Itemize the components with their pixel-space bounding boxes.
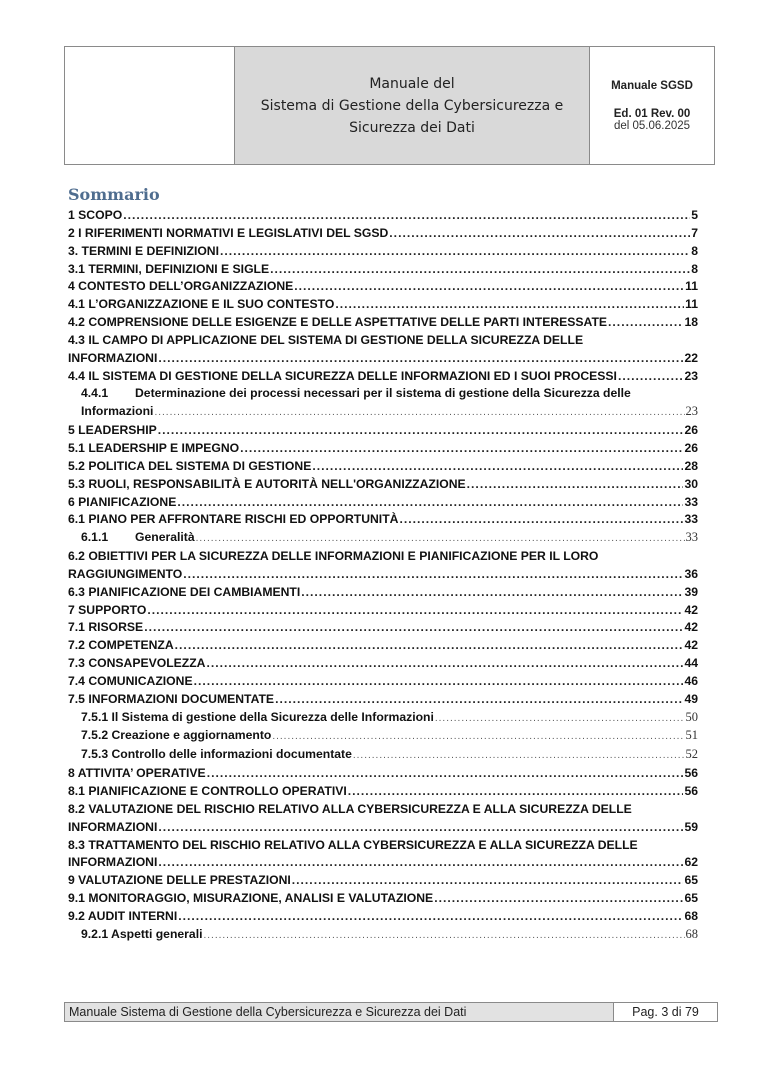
toc-entry[interactable]: 4.4.1 Determinazione dei processi necessari per il sistema di gestione della Sicurezza delle Informazioni ..... 23: [68, 385, 698, 422]
logo-cell: [65, 47, 235, 164]
toc-entry[interactable]: 7 SUPPORTO ..... 42: [68, 602, 698, 620]
toc-entry[interactable]: 8.1 PIANIFICAZIONE E CONTROLLO OPERATIVI ..... 56: [68, 783, 698, 801]
doc-code: Manuale SGSD: [611, 79, 693, 92]
toc-entry[interactable]: 2 I RIFERIMENTI NORMATIVI E LEGISLATIVI DEL SGSD ..... 7: [68, 225, 698, 243]
toc-entry[interactable]: 7.5 INFORMAZIONI DOCUMENTATE ..... 49: [68, 691, 698, 709]
toc-entry[interactable]: 6 PIANIFICAZIONE ..... 33: [68, 494, 698, 512]
document-title: [235, 47, 590, 164]
document-footer: [64, 1002, 718, 1022]
table-of-contents: [68, 207, 698, 945]
toc-entry[interactable]: 4.4 IL SISTEMA DI GESTIONE DELLA SICUREZZA DELLE INFORMAZIONI ED I SUOI PROCESSI ..... 23: [68, 368, 698, 386]
toc-entry[interactable]: 8.2 VALUTAZIONE DEL RISCHIO RELATIVO ALLA CYBERSICUREZZA E ALLA SICUREZZA DELLE INFORMAZIONI ..... 59: [68, 801, 698, 837]
toc-entry[interactable]: 8.3 TRATTAMENTO DEL RISCHIO RELATIVO ALLA CYBERSICUREZZA E ALLA SICUREZZA DELLE INFORMAZIONI ..... 62: [68, 837, 698, 873]
toc-entry[interactable]: 6.3 PIANIFICAZIONE DEI CAMBIAMENTI ..... 39: [68, 584, 698, 602]
toc-entry[interactable]: 9 VALUTAZIONE DELLE PRESTAZIONI ..... 65: [68, 872, 698, 890]
toc-entry[interactable]: 7.3 CONSAPEVOLEZZA ..... 44: [68, 655, 698, 673]
toc-entry[interactable]: 3. TERMINI E DEFINIZIONI ..... 8: [68, 243, 698, 261]
toc-entry[interactable]: 5.1 LEADERSHIP E IMPEGNO ..... 26: [68, 440, 698, 458]
title-line-1: Manuale del: [369, 75, 455, 92]
toc-entry[interactable]: 4 CONTESTO DELL’ORGANIZZAZIONE ..... 11: [68, 278, 698, 296]
toc-entry[interactable]: 7.5.3 Controllo delle informazioni documentate ..... 52: [68, 746, 698, 765]
title-line-3: Sicurezza dei Dati: [349, 119, 475, 136]
toc-entry[interactable]: 7.2 COMPETENZA ..... 42: [68, 637, 698, 655]
toc-entry[interactable]: 4.3 IL CAMPO DI APPLICAZIONE DEL SISTEMA DI GESTIONE DELLA SICUREZZA DELLE INFORMAZIONI ..... 22: [68, 332, 698, 368]
toc-entry[interactable]: 4.1 L’ORGANIZZAZIONE E IL SUO CONTESTO ..... 11: [68, 296, 698, 314]
toc-entry[interactable]: 7.4 COMUNICAZIONE ..... 46: [68, 673, 698, 691]
toc-entry[interactable]: 8 ATTIVITA’ OPERATIVE ..... 56: [68, 765, 698, 783]
toc-entry[interactable]: 9.2.1 Aspetti generali ..... 68: [68, 926, 698, 945]
document-meta: [590, 47, 714, 164]
footer-title: Manuale Sistema di Gestione della Cybersicurezza e Sicurezza dei Dati: [65, 1003, 614, 1021]
toc-entry[interactable]: 7.5.2 Creazione e aggiornamento ..... 51: [68, 727, 698, 746]
toc-entry[interactable]: 7.5.1 Il Sistema di gestione della Sicurezza delle Informazioni ..... 50: [68, 709, 698, 728]
page-number: Pag. 3 di 79: [632, 1005, 699, 1019]
toc-entry[interactable]: 6.2 OBIETTIVI PER LA SICUREZZA DELLE INFORMAZIONI E PIANIFICAZIONE PER IL LORO RAGGIUNGIMENTO ..... 36: [68, 548, 698, 584]
toc-entry[interactable]: 5.3 RUOLI, RESPONSABILITÀ E AUTORITÀ NELL'ORGANIZZAZIONE ..... 30: [68, 476, 698, 494]
edition-date: del 05.06.2025: [613, 119, 691, 132]
toc-title: Sommario: [68, 185, 160, 204]
toc-entry[interactable]: 6.1 PIANO PER AFFRONTARE RISCHI ED OPPORTUNITÀ ..... 33: [68, 511, 698, 529]
toc-entry[interactable]: 5 LEADERSHIP ..... 26: [68, 422, 698, 440]
toc-entry[interactable]: 9.1 MONITORAGGIO, MISURAZIONE, ANALISI E VALUTAZIONE ..... 65: [68, 890, 698, 908]
title-line-2: Sistema di Gestione della Cybersicurezza e: [260, 97, 564, 114]
document-header: [64, 46, 715, 165]
edition: Ed. 01 Rev. 00: [613, 107, 691, 120]
toc-entry[interactable]: 4.2 COMPRENSIONE DELLE ESIGENZE E DELLE ASPETTATIVE DELLE PARTI INTERESSATE ..... 18: [68, 314, 698, 332]
toc-entry[interactable]: 7.1 RISORSE ..... 42: [68, 619, 698, 637]
toc-entry[interactable]: 1 SCOPO ..... 5: [68, 207, 698, 225]
toc-entry[interactable]: 5.2 POLITICA DEL SISTEMA DI GESTIONE ..... 28: [68, 458, 698, 476]
toc-entry[interactable]: 6.1.1 Generalità ..... 33: [68, 529, 698, 548]
toc-entry[interactable]: 9.2 AUDIT INTERNI ..... 68: [68, 908, 698, 926]
toc-entry[interactable]: 3.1 TERMINI, DEFINIZIONI E SIGLE ..... 8: [68, 261, 698, 279]
